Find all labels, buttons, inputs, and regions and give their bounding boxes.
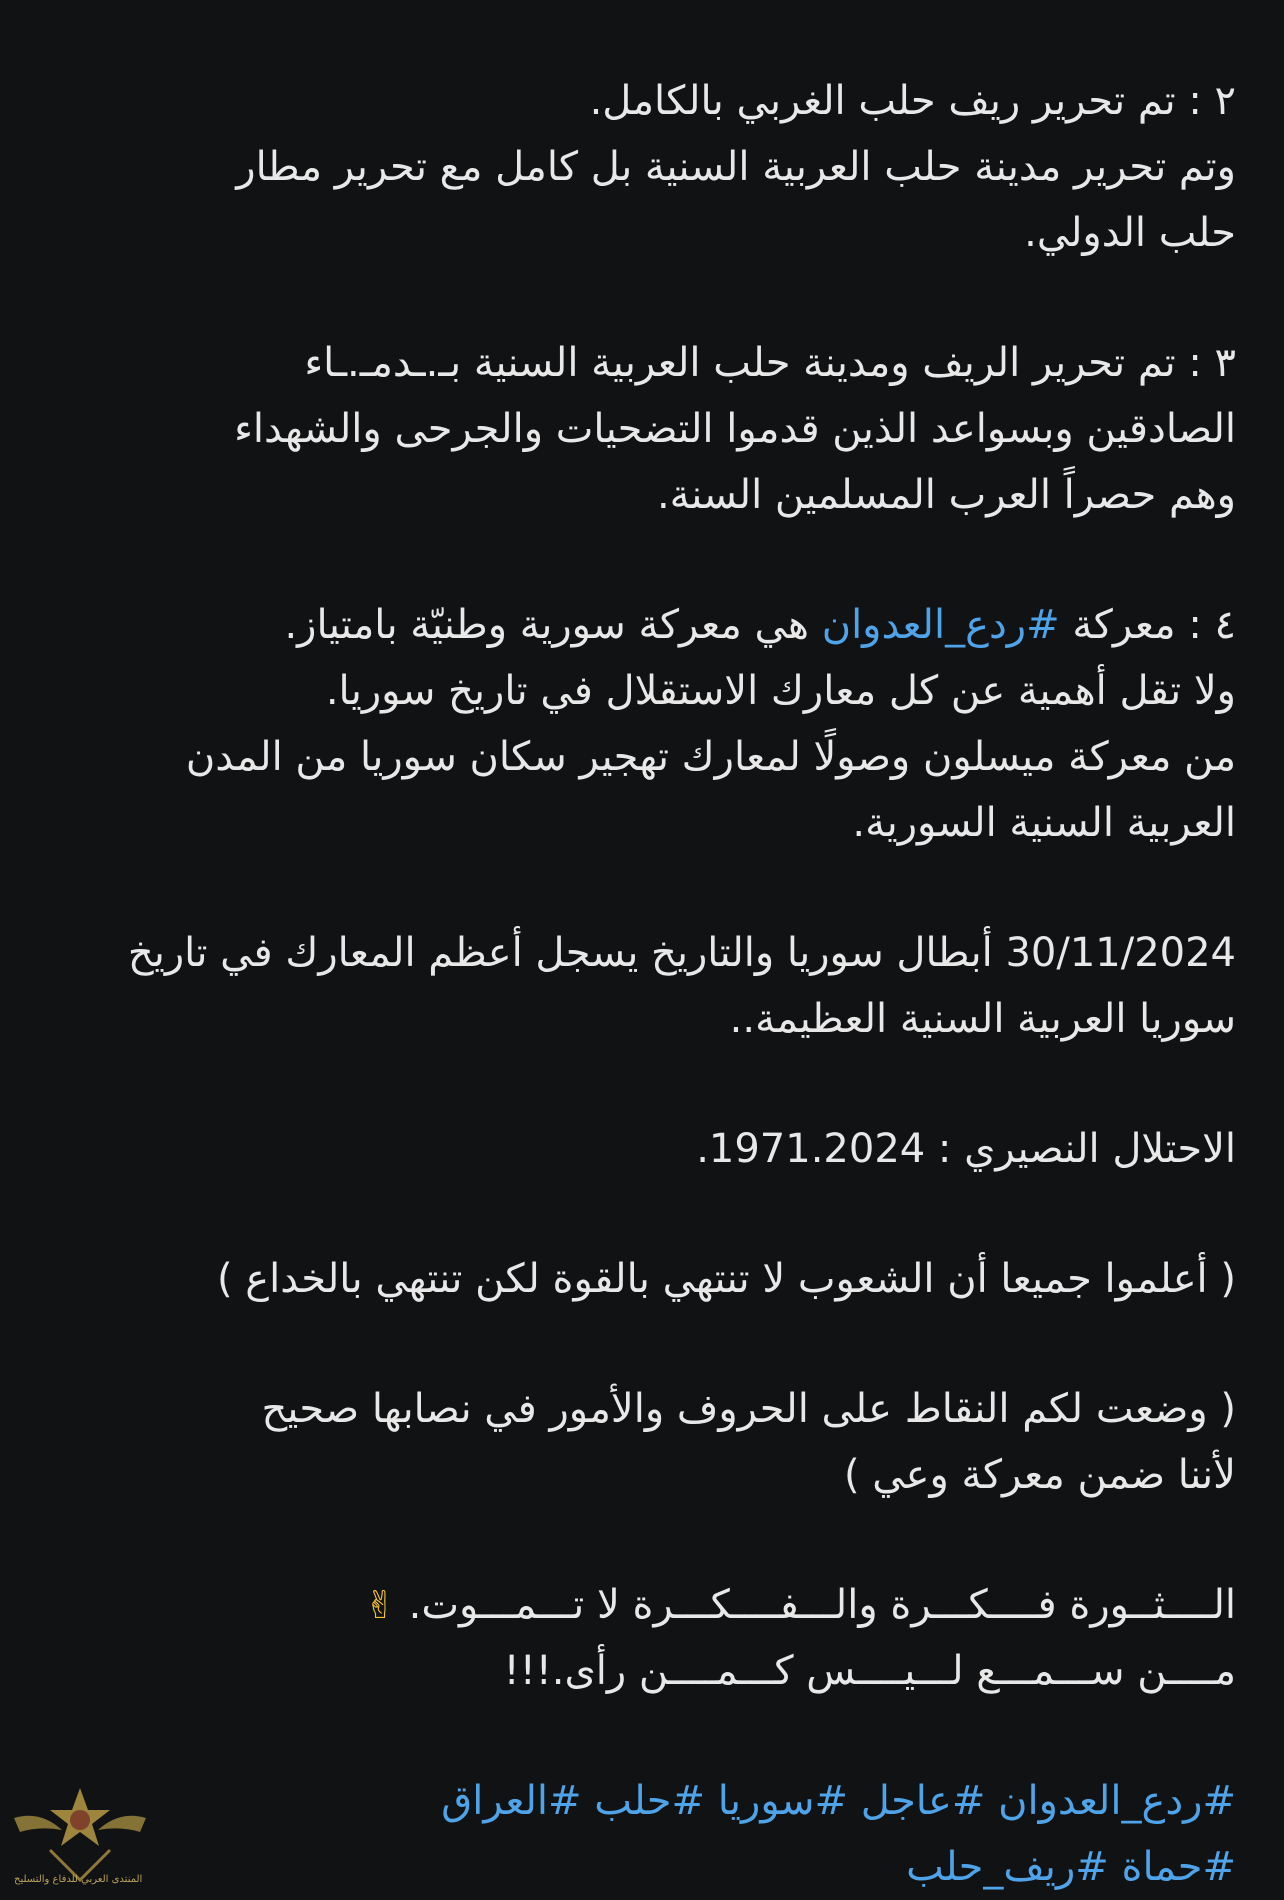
text-segment: ٤ : معركة xyxy=(1059,602,1236,648)
text-line: مــــن ســـمـــع لـــيــــس كـــمــــن رأى.!!! xyxy=(503,1648,1236,1694)
text-line xyxy=(46,1572,1236,1638)
text-line: ٢ : تم تحرير ريف حلب الغربي بالكامل. xyxy=(589,78,1236,124)
text-line: ( أعلموا جميعا أن الشعوب لا تنتهي بالقوة لكن تنتهي بالخداع ) xyxy=(216,1256,1236,1302)
watermark-emblem-icon xyxy=(10,1770,150,1888)
paragraph-3 xyxy=(46,330,1236,528)
text-line: حلب الدولي. xyxy=(1024,210,1236,256)
text-segment: هي معركة سورية وطنيّة بامتياز. xyxy=(284,602,822,648)
text-line: العربية السنية السورية. xyxy=(852,800,1236,846)
text-segment: الــــثــورة فــــكـــرة والـــفــــكـــرة لا تـــمـــوت. xyxy=(408,1582,1236,1628)
paragraph-4 xyxy=(46,592,1236,856)
text-line: من معركة ميسلون وصولًا لمعارك تهجير سكان سوريا من المدن xyxy=(185,734,1236,780)
paragraph-occupation xyxy=(46,1116,1236,1182)
text-line: ٣ : تم تحرير الريف ومدينة حلب العربية السنية بـ.ـدمـ.ـاء xyxy=(304,340,1236,386)
paragraph-quote-1 xyxy=(46,1246,1236,1312)
text-line: ولا تقل أهمية عن كل معارك الاستقلال في تاريخ سوريا. xyxy=(325,668,1236,714)
paragraph-date xyxy=(46,920,1236,1052)
text-line: لأننا ضمن معركة وعي ) xyxy=(843,1452,1236,1498)
text-line: الاحتلال النصيري : 1971.2024. xyxy=(696,1126,1236,1172)
paragraph-quote-2 xyxy=(46,1376,1236,1508)
watermark-text: المنتدى العربي للدفاع والتسليح xyxy=(14,1874,143,1885)
hashtag-line[interactable]: #حماة #ريف_حلب xyxy=(906,1844,1236,1890)
paragraph-revolution xyxy=(46,1572,1236,1704)
hashtag-list xyxy=(36,1768,1236,1900)
text-line: وهم حصراً العرب المسلمين السنة. xyxy=(656,472,1236,518)
text-line: الصادقين وبسواعد الذين قدموا التضحيات والجرحى والشهداء xyxy=(234,406,1236,452)
victory-hand-icon: ✌ xyxy=(364,1583,396,1627)
hashtag-link[interactable]: #ردع_العدوان xyxy=(821,602,1060,648)
text-line: 30/11/2024 أبطال سوريا والتاريخ يسجل أعظم المعارك في تاريخ xyxy=(127,930,1236,976)
text-line: وتم تحرير مدينة حلب العربية السنية بل كامل مع تحرير مطار xyxy=(236,144,1236,190)
tweet-body xyxy=(36,68,1236,1900)
text-line: ( وضعت لكم النقاط على الحروف والأمور في نصابها صحيح xyxy=(261,1386,1236,1432)
text-line xyxy=(46,592,1236,658)
hashtag-line[interactable]: #ردع_العدوان #عاجل #سوريا #حلب #العراق xyxy=(441,1778,1236,1824)
text-line: سوريا العربية السنية العظيمة.. xyxy=(729,996,1236,1042)
paragraph-2 xyxy=(46,68,1236,266)
